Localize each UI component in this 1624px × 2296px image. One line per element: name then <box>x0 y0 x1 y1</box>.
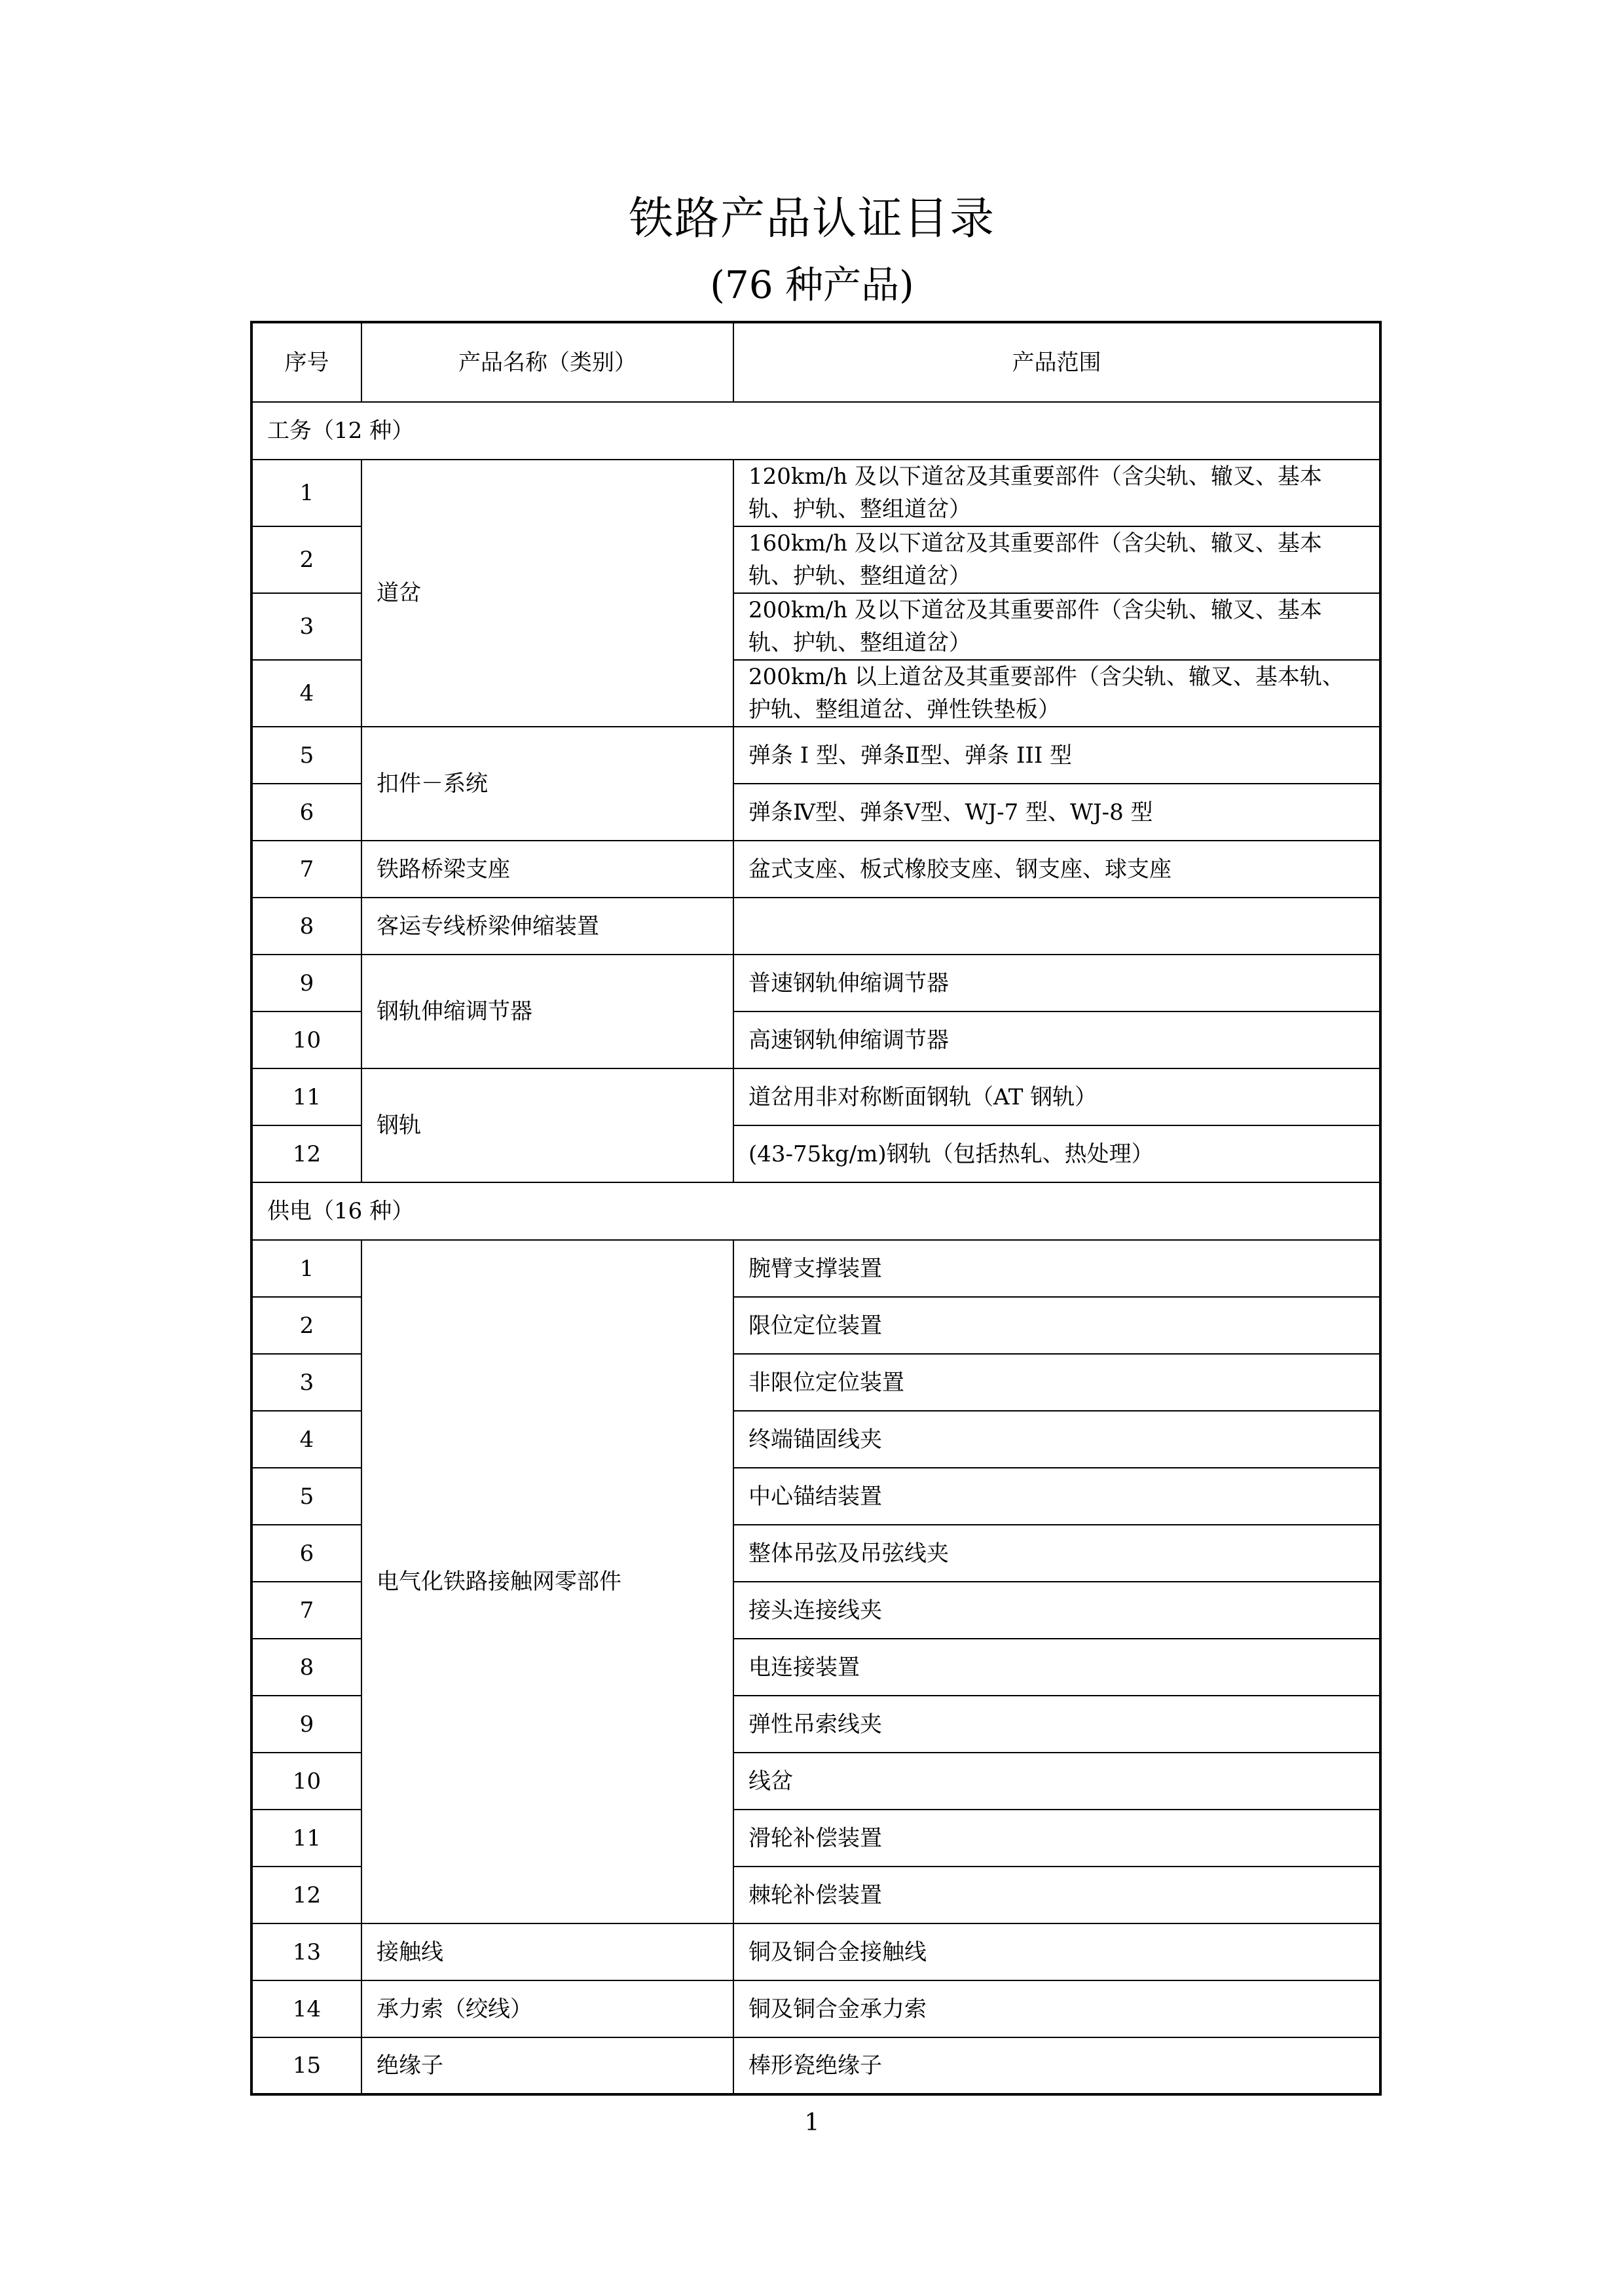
table-row <box>251 955 1380 1011</box>
product-range: 高速钢轨伸缩调节器 <box>733 1011 1380 1068</box>
product-name: 钢轨 <box>361 1068 733 1182</box>
row-number: 7 <box>251 1582 361 1639</box>
product-range: 盆式支座、板式橡胶支座、钢支座、球支座 <box>733 841 1380 898</box>
page-subtitle: (76 种产品) <box>710 263 914 307</box>
row-number: 4 <box>251 660 361 727</box>
row-number: 9 <box>251 1696 361 1753</box>
row-number: 5 <box>251 727 361 784</box>
row-number: 15 <box>251 2037 361 2094</box>
catalog-table <box>250 321 1382 2096</box>
section-row <box>251 402 1380 460</box>
product-name: 承力索（绞线） <box>361 1980 733 2037</box>
product-name: 钢轨伸缩调节器 <box>361 955 733 1068</box>
table-row <box>251 1923 1380 1980</box>
product-range: 线岔 <box>733 1753 1380 1810</box>
product-range: (43-75kg/m)钢轨（包括热轧、热处理） <box>733 1125 1380 1182</box>
row-number: 9 <box>251 955 361 1011</box>
row-number: 3 <box>251 1354 361 1411</box>
row-number: 1 <box>251 460 361 526</box>
row-number: 6 <box>251 1525 361 1582</box>
table-row <box>251 1068 1380 1125</box>
product-range: 非限位定位装置 <box>733 1354 1380 1411</box>
product-range: 普速钢轨伸缩调节器 <box>733 955 1380 1011</box>
table-row <box>251 460 1380 526</box>
row-number: 12 <box>251 1867 361 1923</box>
section-row <box>251 1182 1380 1240</box>
table-row <box>251 1980 1380 2037</box>
page-number: 1 <box>804 2109 820 2136</box>
row-number: 14 <box>251 1980 361 2037</box>
product-range: 终端锚固线夹 <box>733 1411 1380 1468</box>
row-number: 3 <box>251 593 361 660</box>
product-range: 200km/h 以上道岔及其重要部件（含尖轨、辙叉、基本轨、护轨、整组道岔、弹性铁垫板） <box>733 660 1380 727</box>
product-range: 200km/h 及以下道岔及其重要部件（含尖轨、辙叉、基本轨、护轨、整组道岔） <box>733 593 1380 660</box>
product-range: 棘轮补偿装置 <box>733 1867 1380 1923</box>
row-number: 1 <box>251 1240 361 1297</box>
product-range: 弹条 I 型、弹条Ⅱ型、弹条 III 型 <box>733 727 1380 784</box>
row-number: 6 <box>251 784 361 841</box>
table-row <box>251 727 1380 784</box>
product-name: 接触线 <box>361 1923 733 1980</box>
row-number: 8 <box>251 898 361 955</box>
product-range: 整体吊弦及吊弦线夹 <box>733 1525 1380 1582</box>
row-number: 2 <box>251 526 361 593</box>
product-range: 160km/h 及以下道岔及其重要部件（含尖轨、辙叉、基本轨、护轨、整组道岔） <box>733 526 1380 593</box>
header-name: 产品名称（类别） <box>361 322 733 402</box>
row-number: 8 <box>251 1639 361 1696</box>
row-number: 4 <box>251 1411 361 1468</box>
header-range: 产品范围 <box>733 322 1380 402</box>
section-label: 供电（16 种） <box>251 1182 1380 1240</box>
row-number: 10 <box>251 1011 361 1068</box>
row-number: 11 <box>251 1068 361 1125</box>
row-number: 11 <box>251 1810 361 1867</box>
product-name: 电气化铁路接触网零部件 <box>361 1240 733 1923</box>
product-range: 弹性吊索线夹 <box>733 1696 1380 1753</box>
page-title: 铁路产品认证目录 <box>628 193 995 245</box>
product-range: 道岔用非对称断面钢轨（AT 钢轨） <box>733 1068 1380 1125</box>
product-name: 铁路桥梁支座 <box>361 841 733 898</box>
header-no: 序号 <box>251 322 361 402</box>
row-number: 12 <box>251 1125 361 1182</box>
product-range <box>733 898 1380 955</box>
product-range: 限位定位装置 <box>733 1297 1380 1354</box>
row-number: 7 <box>251 841 361 898</box>
product-range: 铜及铜合金接触线 <box>733 1923 1380 1980</box>
row-number: 10 <box>251 1753 361 1810</box>
table-row <box>251 2037 1380 2094</box>
product-range: 120km/h 及以下道岔及其重要部件（含尖轨、辙叉、基本轨、护轨、整组道岔） <box>733 460 1380 526</box>
product-name: 客运专线桥梁伸缩装置 <box>361 898 733 955</box>
product-range: 接头连接线夹 <box>733 1582 1380 1639</box>
row-number: 13 <box>251 1923 361 1980</box>
product-name: 扣件－系统 <box>361 727 733 841</box>
row-number: 5 <box>251 1468 361 1525</box>
row-number: 2 <box>251 1297 361 1354</box>
product-range: 腕臂支撑装置 <box>733 1240 1380 1297</box>
product-name: 绝缘子 <box>361 2037 733 2094</box>
product-range: 滑轮补偿装置 <box>733 1810 1380 1867</box>
product-name: 道岔 <box>361 460 733 727</box>
table-row <box>251 841 1380 898</box>
product-range: 铜及铜合金承力索 <box>733 1980 1380 2037</box>
product-range: 弹条Ⅳ型、弹条Ⅴ型、WJ-7 型、WJ-8 型 <box>733 784 1380 841</box>
product-range: 棒形瓷绝缘子 <box>733 2037 1380 2094</box>
product-range: 电连接装置 <box>733 1639 1380 1696</box>
product-range: 中心锚结装置 <box>733 1468 1380 1525</box>
table-header-row <box>251 322 1380 402</box>
section-label: 工务（12 种） <box>251 402 1380 460</box>
table-row <box>251 898 1380 955</box>
table-row <box>251 1240 1380 1297</box>
